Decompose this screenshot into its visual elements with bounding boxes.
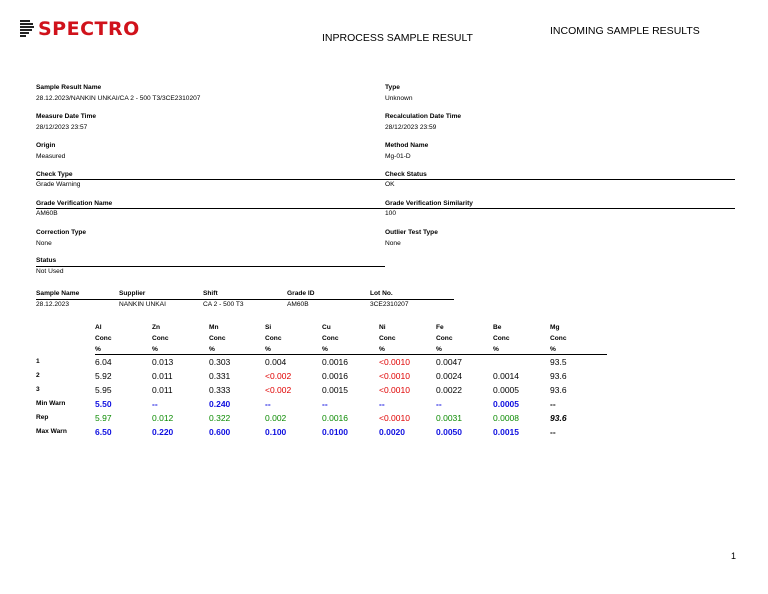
- unit-header: %: [550, 346, 556, 353]
- report-title: INPROCESS SAMPLE RESULT: [322, 32, 473, 44]
- element-header-ni: Ni: [379, 324, 386, 331]
- measure-date-value: 28/12/2023 23:57: [36, 124, 88, 131]
- row-label: Min Warn: [36, 400, 66, 407]
- result-cell: 5.97: [95, 413, 112, 423]
- report-subtitle: INCOMING SAMPLE RESULTS: [550, 25, 700, 37]
- row-label: Max Warn: [36, 428, 67, 435]
- grade-verif-sim-value: 100: [385, 210, 397, 217]
- element-header-si: Si: [265, 324, 272, 331]
- grade-verif-sim-divider: [385, 208, 735, 209]
- sample-header-lot: Lot No.: [370, 290, 393, 297]
- result-cell: 0.0047: [436, 357, 462, 367]
- unit-header: %: [493, 346, 499, 353]
- unit-header: %: [265, 346, 271, 353]
- result-cell: 0.0100: [322, 427, 348, 437]
- check-type-value: Grade Warning: [36, 181, 81, 188]
- element-header-mg: Mg: [550, 324, 560, 331]
- type-label: Type: [385, 84, 400, 91]
- result-cell: --: [265, 399, 271, 409]
- sample-header-supplier: Supplier: [119, 290, 146, 297]
- method-label: Method Name: [385, 142, 429, 149]
- conc-header: Conc: [493, 335, 510, 342]
- grade-verif-name-label: Grade Verification Name: [36, 200, 113, 207]
- row-label: Rep: [36, 414, 49, 421]
- origin-label: Origin: [36, 142, 56, 149]
- page-number: 1: [730, 551, 736, 561]
- result-cell: <0.002: [265, 371, 292, 381]
- result-cell: --: [550, 427, 556, 437]
- sample-value-lot: 3CE2310207: [370, 301, 409, 308]
- results-header-divider: [95, 354, 607, 355]
- result-cell: 0.011: [152, 371, 173, 381]
- unit-header: %: [436, 346, 442, 353]
- result-cell: 93.6: [550, 371, 567, 381]
- result-cell: <0.0010: [379, 371, 410, 381]
- check-type-divider: [36, 179, 385, 180]
- element-header-al: Al: [95, 324, 102, 331]
- result-cell: <0.0010: [379, 413, 410, 423]
- result-cell: 93.5: [550, 357, 567, 367]
- sample-value-name: 28.12.2023: [36, 301, 70, 308]
- element-header-fe: Fe: [436, 324, 444, 331]
- result-cell: 0.0022: [436, 385, 462, 395]
- result-cell: 0.011: [152, 385, 173, 395]
- unit-header: %: [152, 346, 158, 353]
- conc-header: Conc: [265, 335, 282, 342]
- conc-header: Conc: [322, 335, 339, 342]
- result-cell: 0.0005: [493, 399, 519, 409]
- check-status-value: OK: [385, 181, 395, 188]
- element-header-cu: Cu: [322, 324, 331, 331]
- unit-header: %: [209, 346, 215, 353]
- result-cell: 5.92: [95, 371, 112, 381]
- result-cell: 0.0014: [493, 371, 519, 381]
- result-cell: <0.0010: [379, 385, 410, 395]
- result-cell: 93.6: [550, 385, 567, 395]
- element-header-zn: Zn: [152, 324, 161, 331]
- unit-header: %: [322, 346, 328, 353]
- sample-value-supplier: NANKIN UNKAI: [119, 301, 166, 308]
- sample-header-shift: Shift: [203, 290, 218, 297]
- result-cell: 0.333: [209, 385, 231, 395]
- status-value: Not Used: [36, 268, 64, 275]
- correction-value: None: [36, 240, 52, 247]
- row-label: 3: [36, 386, 40, 393]
- conc-header: Conc: [152, 335, 169, 342]
- result-cell: 0.012: [152, 413, 174, 423]
- result-cell: --: [550, 399, 556, 409]
- status-divider: [36, 266, 385, 267]
- result-cell: 0.240: [209, 399, 231, 409]
- result-cell: 0.322: [209, 413, 231, 423]
- recalc-date-value: 28/12/2023 23:59: [385, 124, 437, 131]
- conc-header: Conc: [550, 335, 567, 342]
- row-label: 1: [36, 358, 40, 365]
- result-cell: 0.0015: [493, 427, 519, 437]
- result-cell: 0.0016: [322, 413, 348, 423]
- logo-lines-icon: [20, 18, 36, 40]
- result-cell: 6.50: [95, 427, 112, 437]
- type-value: Unknown: [385, 95, 413, 102]
- conc-header: Conc: [379, 335, 396, 342]
- row-label: 2: [36, 372, 40, 379]
- spectro-logo: [20, 18, 140, 40]
- grade-verif-name-divider: [36, 208, 385, 209]
- result-cell: 5.50: [95, 399, 112, 409]
- outlier-value: None: [385, 240, 401, 247]
- result-cell: 0.0020: [379, 427, 405, 437]
- sample-result-name-value: 28.12.2023/NANKIN UNKAI/CA 2 - 500 T3/3CE2310207: [36, 95, 201, 102]
- conc-header: Conc: [436, 335, 453, 342]
- unit-header: %: [95, 346, 101, 353]
- result-cell: 0.600: [209, 427, 231, 437]
- result-cell: 0.0024: [436, 371, 462, 381]
- grade-verif-name-value: AM60B: [36, 210, 58, 217]
- check-status-divider: [385, 179, 735, 180]
- recalc-date-label: Recalculation Date Time: [385, 113, 462, 120]
- sample-header-divider: [36, 299, 454, 300]
- conc-header: Conc: [209, 335, 226, 342]
- result-cell: 0.100: [265, 427, 287, 437]
- conc-header: Conc: [95, 335, 112, 342]
- result-cell: 0.002: [265, 413, 287, 423]
- sample-header-grade: Grade ID: [287, 290, 315, 297]
- result-cell: 6.04: [95, 357, 112, 367]
- unit-header: %: [379, 346, 385, 353]
- result-cell: --: [436, 399, 442, 409]
- result-cell: 0.0005: [493, 385, 519, 395]
- correction-label: Correction Type: [36, 229, 87, 236]
- origin-value: Measured: [36, 153, 66, 160]
- result-cell: 0.004: [265, 357, 287, 367]
- result-cell: <0.002: [265, 385, 292, 395]
- result-cell: 0.303: [209, 357, 231, 367]
- sample-value-shift: CA 2 - 500 T3: [203, 301, 244, 308]
- measure-date-label: Measure Date Time: [36, 113, 96, 120]
- result-cell: 93.6: [550, 413, 567, 423]
- result-cell: 0.0050: [436, 427, 462, 437]
- result-cell: <0.0010: [379, 357, 410, 367]
- outlier-label: Outlier Test Type: [385, 229, 438, 236]
- result-cell: 0.0008: [493, 413, 519, 423]
- result-cell: --: [152, 399, 158, 409]
- sample-value-grade: AM60B: [287, 301, 309, 308]
- result-cell: 0.0015: [322, 385, 348, 395]
- result-cell: --: [379, 399, 385, 409]
- logo-text: SPECTRO: [38, 18, 140, 40]
- result-cell: 5.95: [95, 385, 112, 395]
- result-cell: 0.0016: [322, 357, 348, 367]
- sample-result-name-label: Sample Result Name: [36, 84, 102, 91]
- check-type-label: Check Type: [36, 171, 73, 178]
- result-cell: 0.013: [152, 357, 174, 367]
- element-header-be: Be: [493, 324, 502, 331]
- check-status-label: Check Status: [385, 171, 427, 178]
- result-cell: 0.0016: [322, 371, 348, 381]
- status-label: Status: [36, 257, 57, 264]
- grade-verif-sim-label: Grade Verification Similarity: [385, 200, 473, 207]
- method-value: Mg-01-D: [385, 153, 411, 160]
- result-cell: 0.0031: [436, 413, 462, 423]
- sample-header-name: Sample Name: [36, 290, 80, 297]
- element-header-mn: Mn: [209, 324, 219, 331]
- result-cell: 0.331: [209, 371, 231, 381]
- result-cell: --: [322, 399, 328, 409]
- result-cell: 0.220: [152, 427, 174, 437]
